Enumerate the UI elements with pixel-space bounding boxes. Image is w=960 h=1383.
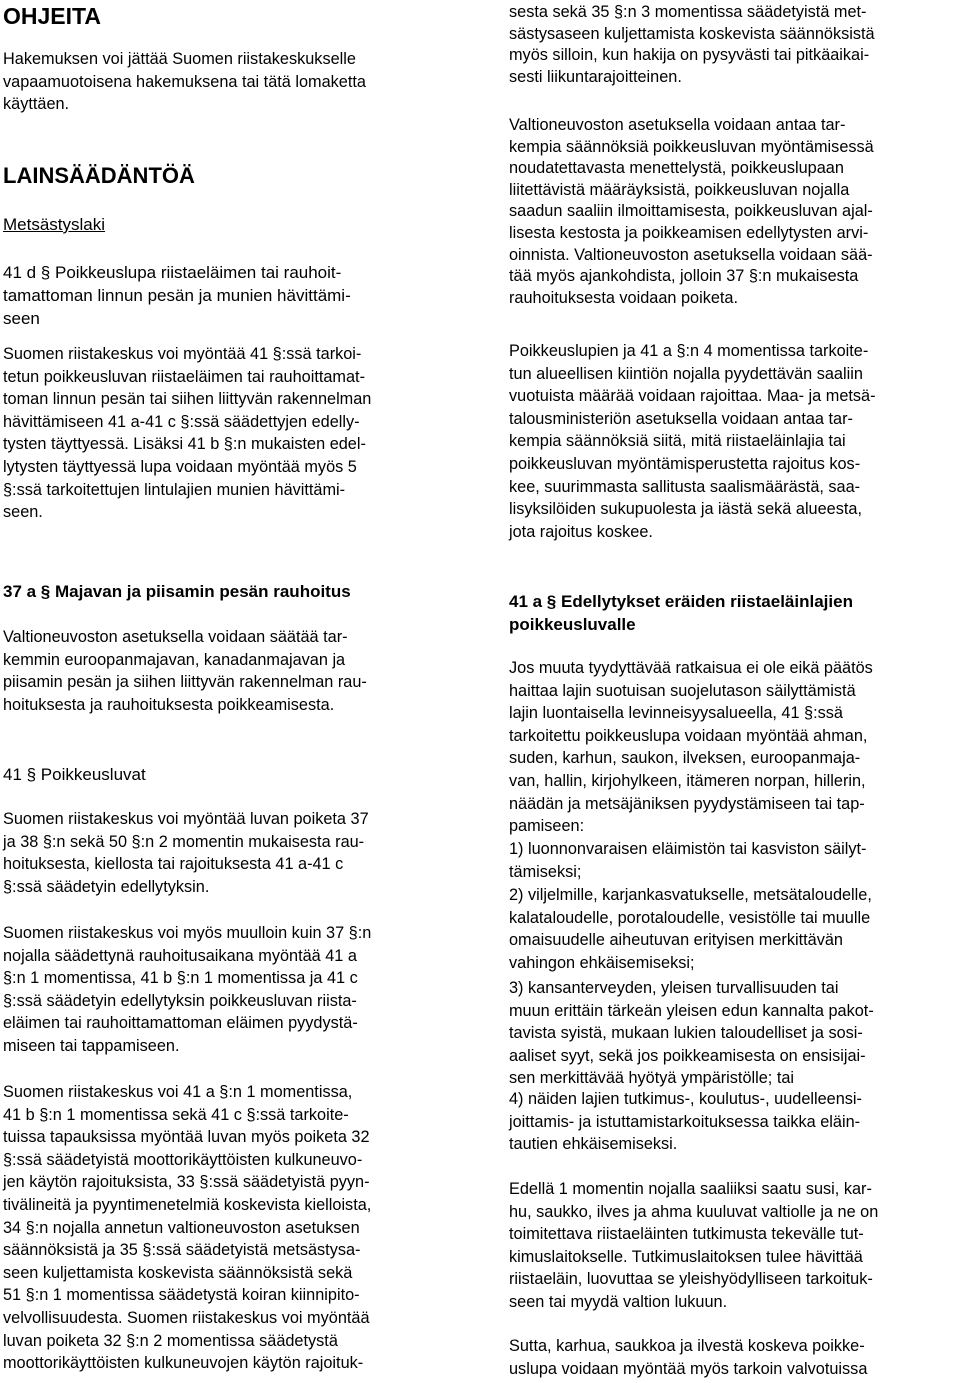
legislation-heading: LAINSÄÄDÄNTÖÄ	[3, 163, 195, 188]
intro-text: Hakemuksen voi jättää Suomen riistakeskukselle vapaamuotoisena hakemuksena tai tätä lomaketta käyttäen.	[3, 50, 366, 114]
legislation-block	[3, 163, 455, 189]
final-paragraph: Sutta, karhua, saukkoa ja ilvestä koskeva poikke- uslupa voidaan myöntää myös tarkoin valvotuissa	[509, 1337, 868, 1378]
intro-block	[3, 48, 455, 116]
quota-paragraph: Poikkeuslupien ja 41 a §:n 4 momentissa tarkoite- tun alueellisen kiintiön nojalla pyydettävän saaliin vuotuista määrää voidaan rajoittaa. Maa- ja metsä- talousministeriön asetuksella voidaan antaa tar- kempia säännöksiä siitä, mitä riistaeläinlajia tai poikkeusluvan myöntämisperustetta rajoitus kos- kee, suurimmasta sallitusta saalismäärästä, saa- lisyksilöiden sukupuolesta ja iästä sekä alueesta, jota rajoitus koskee.	[509, 342, 876, 541]
regulation-paragraph: Valtioneuvoston asetuksella voidaan antaa tar- kempia säännöksiä poikkeusluvan myöntämisessä noudatettavasta menettelystä, poikkeuslupaan liitettävistä määräyksistä, poikkeusluvan nojalla saadun saaliin ilmoittamisesta, poikkeusluvan ajal- lisesta kestosta ja poikkeamisen edellytysten arvi- oinnista. Valtioneuvoston asetuksella voidaan sää- tää myös ajankohdista, jolloin 37 §:n mukaisesta rauhoituksesta voidaan poiketa.	[509, 116, 874, 307]
section-41-p2-block	[3, 922, 455, 1058]
section-41	[3, 763, 455, 786]
section-37a-body	[3, 626, 455, 716]
right-p-last-block	[509, 1335, 958, 1380]
list-item-3-block	[509, 977, 958, 1090]
section-41-p3-block	[3, 1081, 455, 1375]
section-41-paragraph-1: Suomen riistakeskus voi myöntää luvan poiketa 37 ja 38 §:n sekä 50 §:n 2 momentin mukaisesta rau- hoituksesta, kiellosta tai rajoituksesta 41 a-41 c §:ssä säädetyin edellytyksin.	[3, 810, 369, 896]
list-item-3: 3) kansanterveyden, yleisen turvallisuuden tai muun erittäin tärkeän yleisen edun kannalta pakot- tavista syistä, mukaan lukien taloudelliset ja sosi- aaliset syyt, sekä jos poikkeamisesta on ensisijai- sen merkittävää hyötyä ympäristölle; tai	[509, 979, 874, 1088]
list-item-4: 4) näiden lajien tutkimus-, koulutus-, uudelleensi- joittamis- ja istuttamistarkoituksessa taikka eläin- tautien ehkäisemiseksi.	[509, 1090, 862, 1154]
section-41a-body	[509, 657, 958, 838]
section-37a-text: Valtioneuvoston asetuksella voidaan säätää tar- kemmin euroopanmajavan, kanadanmajavan ja piisamin pesän ja siihen liittyvän rakennelman rau- hoituksesta ja rauhoituksesta poikkeamisesta.	[3, 628, 367, 714]
section-41d-body	[3, 343, 455, 524]
right-p3-block	[509, 340, 958, 543]
section-41d-title: 41 d § Poikkeuslupa riistaeläimen tai rauhoit- tamattoman linnun pesän ja munien hävittämi- seen	[3, 263, 351, 328]
state-property-paragraph: Edellä 1 momentin nojalla saaliiksi saatu susi, kar- hu, saukko, ilves ja ahma kuuluvat valtiolle ja ne on toimitettava riistaeläinten tutkimusta tekevälle tut- kimuslaitokselle. Tutkimuslaitoksen tulee hävittää riistaeläin, luovuttaa se yleishyödylliseen tarkoituk- seen tai myydä valtion lukuun.	[509, 1180, 879, 1311]
continuation-text: sesta sekä 35 §:n 3 momentissa säädetyistä met- sästysaseen kuljettamista koskevista säännöksistä myös silloin, kun hakija on pysyvästi tai pitkäaikai- sesti liikuntarajoitteinen.	[509, 3, 875, 86]
instructions-heading: OHJEITA	[3, 3, 101, 29]
section-41-paragraph-2: Suomen riistakeskus voi myös muulloin kuin 37 §:n nojalla säädettynä rauhoitusaikana myöntää 41 a §:n 1 momentissa, 41 b §:n 1 momentissa ja 41 c §:ssä säädetyin edellytyksin poikkeusluvan riista- eläimen tai rauhoittamattoman eläimen pyydystä- miseen tai tappamiseen.	[3, 924, 372, 1055]
section-41a-text: Jos muuta tyydyttävää ratkaisua ei ole eikä päätös haittaa lajin suotuisan suojelutason säilyttämistä lajin luontaisella levinneisyysalueella, 41 §:ssä tarkoitettu poikkeuslupa voidaan myöntää ahman, suden, karhun, saukon, ilveksen, euroopanmaja- van, hallin, kirjohylkeen, itämeren norpan, hillerin, näädän ja metsäjäniksen pyydystämiseen tai tap- pamiseen:	[509, 659, 873, 836]
list-item-2: 2) viljelmille, karjankasvatukselle, metsätaloudelle, kalataloudelle, porotaloudelle, vesistölle tai muulle omaisuudelle aiheutuvan erityisen merkittävän vahingon ehkäisemiseksi;	[509, 886, 872, 972]
section-37a-title: 37 a § Majavan ja piisamin pesän rauhoitus	[3, 582, 351, 601]
right-p-after-block	[509, 1178, 958, 1314]
section-37a	[3, 580, 455, 603]
section-41a	[509, 590, 958, 636]
section-41-paragraph-3: Suomen riistakeskus voi 41 a §:n 1 momentissa, 41 b §:n 1 momentissa sekä 41 c §:ssä tarkoite- tuissa tapauksissa myöntää luvan myös poiketa 32 §:ssä säädetyistä moottorikäyttöisten kulkuneuvo- jen käytön rajoituksista, 33 §:ssä säädetyistä pyyn- tivälineitä ja pyyntimenetelmiä koskevista kielloista, 34 §:n nojalla annetun valtioneuvoston asetuksen säännöksistä ja 35 §:ssä säädetyistä metsästysa- seen kuljettamista koskevista säännöksistä sekä 51 §:n 1 momentissa säädetystä koiran kiinnipito- velvollisuudesta. Suomen riistakeskus voi myöntää luvan poiketa 32 §:n 2 momentissa säädetystä moottorikäyttöisten kulkuneuvojen käytön rajoituk-	[3, 1083, 372, 1373]
section-41-title: 41 § Poikkeusluvat	[3, 765, 146, 784]
law-name: Metsästyslaki	[3, 215, 106, 234]
section-41a-title: 41 a § Edellytykset eräiden riistaeläinlajien poikkeusluvalle	[509, 592, 853, 634]
list-item-1: 1) luonnonvaraisen eläimistön tai kasviston säilyt- tämiseksi;	[509, 840, 867, 881]
list-item-1-block	[509, 838, 958, 883]
right-p2-block	[509, 115, 958, 309]
list-item-2-block	[509, 884, 958, 974]
left-column-top	[3, 3, 455, 29]
right-continuation	[509, 2, 958, 88]
list-item-4-block	[509, 1088, 958, 1156]
section-41d-text: Suomen riistakeskus voi myöntää 41 §:ssä tarkoi- tetun poikkeusluvan riistaeläimen tai rauhoittamat- toman linnun pesän tai siihen liittyvän rakennelman hävittämiseen 41 a-41 c §:ssä säädettyjen edelly- tysten täyttyessä. Lisäksi 41 b §:n mukaisten edel- lytysten täyttyessä lupa voidaan myöntää myös 5 §:ssä tarkoitettujen lintulajien munien hävittämi- seen.	[3, 345, 372, 522]
section-41d	[3, 261, 455, 330]
section-41-p1-block	[3, 808, 455, 898]
law-name-block	[3, 213, 455, 236]
